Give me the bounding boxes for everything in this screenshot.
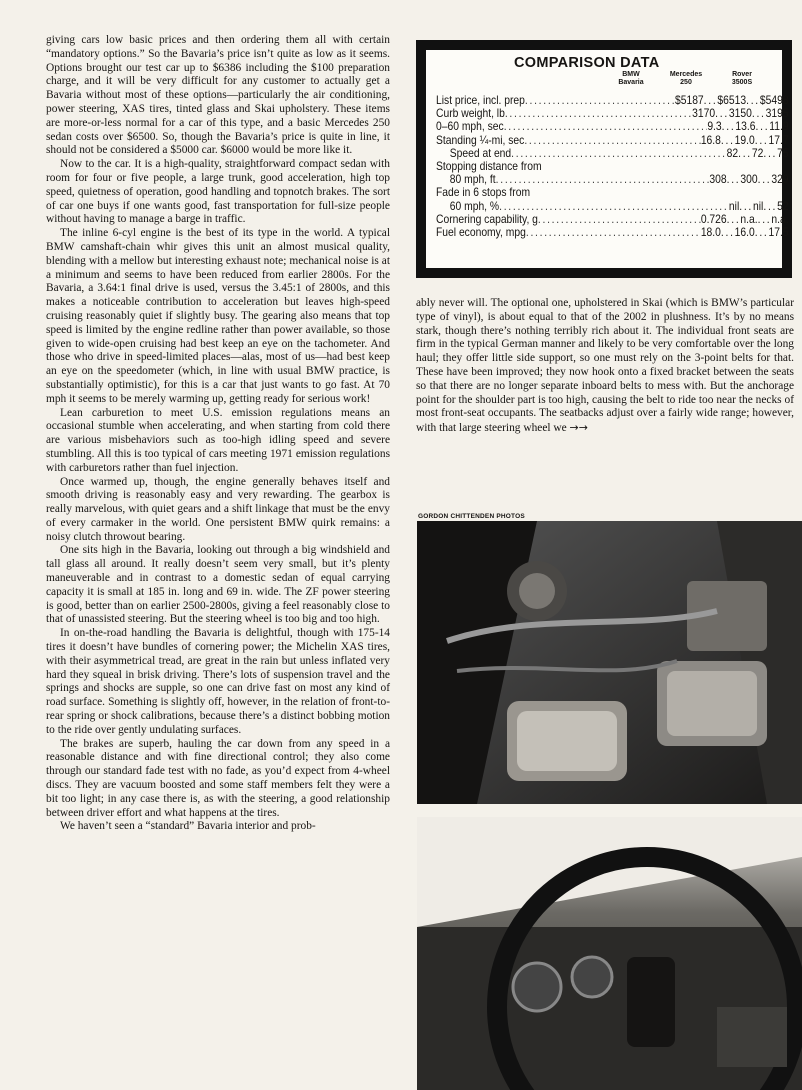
comparison-data-box [416,40,792,278]
comparison-row [436,226,789,239]
comparison-value: 82 [726,145,739,160]
comparison-rows [436,93,789,240]
paragraph-2: Now to the car. It is a high-quality, straightforward compact sedan with room for four or five people, a large trunk, good acceleration, high top speed, quietness of operation, good handling and topnotch brakes. The sort of car one buys if one wants good, fast transportation for full-size people without having to manage a barge in traffic. [46,158,390,226]
comparison-row-label: 60 mph, % [449,198,500,213]
column-header-bmw: BMW Bavaria [618,71,644,86]
paragraph-9: We haven’t seen a “standard” Bavaria interior and prob- [60,820,316,833]
comparison-value: n.a. [740,211,758,226]
comparison-title: COMPARISON DATA [514,55,660,71]
comparison-row-heading: Fade in 6 stops from [436,185,531,200]
column-header-mercedes: Mercedes 250 [669,71,703,86]
comparison-value: 3150 [728,106,752,121]
comparison-row-label: Fuel economy, mpg [436,225,526,240]
paragraph-5: Once warmed up, though, the engine generally behaves itself and smooth driving is reasonably easy and very rewarding. The gearbox is really marvelous, with quiet gears and a shift linkage that must be the envy of every carmaker in the world. One persistent BMW quirk remains: a noisy clutch throwout bearing. [46,475,390,543]
comparison-value: nil [753,198,764,213]
comparison-value: 16.8 [700,132,721,147]
comparison-value: 308 [709,172,727,187]
dashboard-illustration [417,817,802,1090]
paragraph-right: ably never will. The optional one, upholstered in Skai (which is BMW’s particular type of vinyl), is about equal to that of the 2002 in plushness. It’s by no means stark, though there’s nothing terribly rich about it. The individual front seats are firm in the typical German manner and likely to be very comfortable over the long haul; they offer little side support, so one must rely on the 3-point belts for that. These have been improved; they now hook onto a fixed bracket between the seats so that there are no longer separate inboard belts to mess with. But the anchorage point for the shoulder part is too high, causing the belt to ride too near the necks of most front-seat occupants. The seatbacks adjust over a fairly wide range; however, with that large steering wheel we →→ [416,297,794,435]
paragraph-7: In on-the-road handling the Bavaria is delightful, though with 175-14 tires it doesn’t have bundles of cornering power; the Michelin XAS tires, with their asymmetrical tread, are great in the rain but unless inflated very hard they squeal in brisk driving. There’s lots of suspension travel and the springs and shocks are supple, so one can drive fast on most any kind of road surface. Something is slightly off, however, in the relation of front-to-rear spring or shock calibrations, because there’s a distinct bobbing motion to the ride over gently undulating surfaces. [46,627,390,736]
continue-arrow-icon: →→ [569,421,588,435]
photo-credit: GORDON CHITTENDEN PHOTOS [418,513,525,520]
paragraph-1: giving cars low basic prices and then ordering them all with certain “mandatory options.” So the Bavaria’s price isn’t quite as low as it seems. Options brought our test car up to $6386 including the $100 preparation charge, and it will be very difficult for any customer to actually get a Bavaria without most of these options—particularly the air conditioning, power steering, XAS tires, tinted glass and Skai upholstery. These items are more-or-less normal for a car of this type, and a basic Mercedes 250 sedan costs over $6500. So, though the Bavaria’s price is quite in line, it should not be considered a $5000 car. $6000 would be more like it. [46,34,390,157]
comparison-value: 52 [777,198,789,213]
comparison-value: $5498 [759,93,789,107]
steering-wheel-dashboard-photo [417,817,802,1090]
comparison-value: 17.7 [768,132,789,147]
comparison-row-label: Standing ¼-mi, sec [436,132,525,147]
comparison-row-label: 80 mph, ft [449,172,496,187]
left-column [46,34,390,834]
engine-bay-illustration [417,521,802,804]
comparison-value: 329 [771,172,789,187]
comparison-value: $6513 [717,93,747,107]
paragraph-6: One sits high in the Bavaria, looking out through a big windshield and tall glass all around. It really doesn’t seem very small, but it’s plenty maneuverable and in contrast to a domestic sedan of equal carrying capacity it is small at 185 in. long and 69 in. wide. The ZF power steering is good, better than on earlier 2500-2800s, giving a feel reasonably close to that of unassisted steering. But the steering wheel is too big and too high. [46,544,390,626]
comparison-value: 16.0 [734,225,755,240]
comparison-row-label: Curb weight, lb [436,106,505,121]
comparison-value: n.a. [771,211,789,226]
comparison-value: $5187 [674,93,704,107]
right-column [416,297,794,436]
comparison-value: 0.726 [700,211,727,226]
comparison-value: 3170 [692,106,716,121]
comparison-value: 75 [777,145,789,160]
comparison-value: 9.3 [707,119,722,134]
comparison-value: 11.9 [769,119,789,134]
comparison-row-label: List price, incl. prep [436,93,525,107]
comparison-value: 13.6 [735,119,756,134]
engine-bay-photo [417,521,802,804]
comparison-row-heading: Stopping distance from [436,159,542,174]
comparison-value: 300 [740,172,758,187]
comparison-row-label: 0–60 mph, sec [436,119,504,134]
comparison-value: 72 [751,145,764,160]
comparison-row-label: Cornering capability, g [436,211,538,226]
comparison-value: 3195 [765,106,789,121]
comparison-value: 17.5 [768,225,789,240]
comparison-value: 18.0 [700,225,721,240]
paragraph-3: The inline 6-cyl engine is the best of its type in the world. A typical BMW camshaft-chain whir gives this unit an almost musical quality, blending with a mellow but interesting exhaust note; mechanical noise is at a minimum and seems to have been reduced from earlier 2800s. For the Bavaria, a 3.64:1 final drive is used, versus the 3.45:1 of 2800s, and this makes a noticeable contribution to acceleration but leaves high-speed cruising reasonably quiet if slightly busy. The gearing also means that top speed is limited by the engine redline rather than power available, so those given to wide-open cruising had best keep an eye on the tachometer. And those who drive in speed-limited places—alas, most of us—had best keep an eye on the speedometer (which, in line with usual BMW practice, is substantially optimistic), for this is a car that just wants to go fast. At 70 mph it seems to be merely warming up, getting ready for serious work! [46,227,390,405]
comparison-column-headers [436,71,773,94]
paragraph-8: The brakes are superb, hauling the car down from any speed in a reasonable distance and with fine directional control; they also come through our standard fade test with no fade, as you’d expect from 4-wheel discs. They are vacuum boosted and some staff members felt they were a bit too light; in any case there is, as with the steering, a good relationship between driver effort and what happens at the tires. [46,737,390,819]
comparison-value: 19.0 [734,132,755,147]
paragraph-4: Lean carburetion to meet U.S. emission regulations means an occasional stumble when accelerating, and when starting from cold there are various misbehaviors such as too-high idling speed and severe stumbling. All this is too typical of cars meeting 1971 emission regulations with carburetors rather than fuel injection. [46,406,390,474]
column-header-rover: Rover 3500S [731,71,753,86]
comparison-value: nil [728,198,740,213]
comparison-row-label: Speed at end [449,145,512,160]
